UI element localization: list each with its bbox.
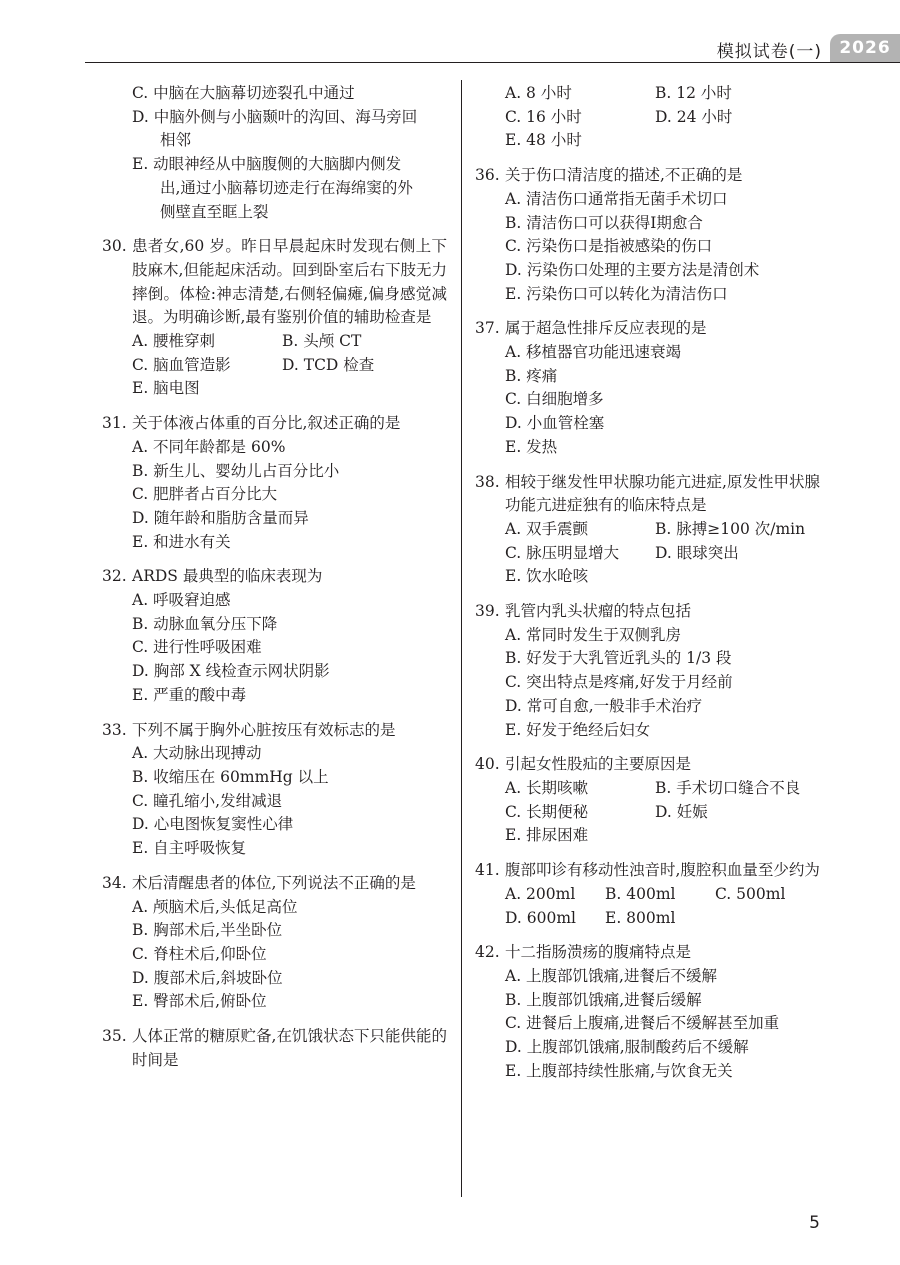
option-e: E. 排尿困难 [505,826,589,845]
option-d: D. 常可自愈,一般非手术治疗 [505,696,703,715]
option-d: D. 24 小时 [655,107,733,126]
option-e: E. 动眼神经从中脑腹侧的大脑脚内侧发 [132,155,402,174]
option-b: B. 400ml [605,884,676,903]
question-36 [475,164,820,306]
question-stem: 属于超急性排斥反应表现的是 [505,319,707,338]
question-stem: 引起女性股疝的主要原因是 [505,755,692,774]
left-column [102,82,447,1083]
option-c: C. 进行性呼吸困难 [132,638,262,657]
option-d: D. 污染伤口处理的主要方法是清创术 [505,260,760,279]
year-badge: 2026 [830,34,900,63]
question-number: 32. [102,567,127,586]
option-d-continued: 相邻 [160,131,192,150]
option-b: B. 清洁伤口可以获得Ⅰ期愈合 [505,213,703,232]
question-number: 38. [475,472,500,491]
option-c: C. 脊柱术后,仰卧位 [132,944,267,963]
question-41 [475,859,820,930]
question-39 [475,600,820,742]
option-e: E. 发热 [505,437,558,456]
option-a: A. 颅脑术后,头低足高位 [132,897,298,916]
option-d: D. 上腹部饥饿痛,服制酸药后不缓解 [505,1038,749,1057]
option-b: B. 手术切口缝合不良 [655,778,801,797]
option-b: B. 12 小时 [655,84,732,102]
question-number: 35. [102,1027,127,1046]
option-e-continued: 出,通过小脑幕切迹走行在海绵窦的外 [160,178,413,197]
option-e: E. 污染伤口可以转化为清洁伤口 [505,284,728,303]
option-b: B. 上腹部饥饿痛,进餐后缓解 [505,990,702,1009]
option-c: C. 长期便秘 [505,802,589,821]
option-c: C. 脑血管造影 [132,355,231,374]
option-e: E. 和进水有关 [132,532,231,551]
option-e: E. 自主呼吸恢复 [132,839,247,858]
option-d: D. 随年龄和脂肪含量而异 [132,508,309,527]
question-number: 30. [102,237,127,256]
question-30 [102,235,447,401]
question-37 [475,317,820,459]
option-a: A. 呼吸窘迫感 [132,591,231,610]
option-e: E. 严重的酸中毒 [132,685,247,704]
question-number: 31. [102,414,127,433]
option-c: C. 进餐后上腹痛,进餐后不缓解甚至加重 [505,1014,780,1033]
option-c: C. 脉压明显增大 [505,543,620,562]
question-number: 41. [475,861,500,880]
option-a: A. 8 小时 [505,84,572,102]
question-stem: ARDS 最典型的临床表现为 [132,567,323,586]
option-c: C. 白细胞增多 [505,390,604,409]
option-c: C. 肥胖者占百分比大 [132,485,278,504]
option-c: C. 16 小时 [505,107,582,126]
option-c: C. 瞳孔缩小,发绀减退 [132,791,283,810]
option-c: C. 500ml [715,884,786,903]
question-stem: 术后清醒患者的体位,下列说法不正确的是 [132,873,416,892]
question-number: 42. [475,943,500,962]
question-stem: 十二指肠溃疡的腹痛特点是 [505,943,692,962]
option-e: E. 饮水呛咳 [505,567,589,586]
question-number: 39. [475,602,500,621]
question-35-options [475,82,820,153]
question-34 [102,872,447,1014]
option-a: A. 移植器官功能迅速衰竭 [505,343,682,362]
option-a: A. 双手震颤 [505,519,589,538]
option-e: E. 臀部术后,俯卧位 [132,992,267,1011]
header-rule [85,62,900,63]
question-42 [475,941,820,1083]
question-stem: 患者女,60 岁。昨日早晨起床时发现右侧上下肢麻木,但能起床活动。回到卧室后右下肢无力摔倒。体检:神志清楚,右侧轻偏瘫,偏身感觉减退。为明确诊断,最有鉴别价值的辅助检查是 [132,237,447,327]
option-d: D. 心电图恢复窦性心律 [132,815,294,834]
page-number: 5 [809,1213,820,1233]
option-d: D. 中脑外侧与小脑颞叶的沟回、海马旁回 [132,107,418,126]
option-b: B. 胸部术后,半坐卧位 [132,921,283,940]
option-d: D. 眼球突出 [655,543,739,562]
option-a: A. 不同年龄都是 60% [132,437,286,456]
option-e: E. 800ml [605,908,676,927]
question-stem: 下列不属于胸外心脏按压有效标志的是 [132,720,396,739]
option-d: D. 妊娠 [655,802,708,821]
exam-title: 模拟试卷(一) [716,42,822,62]
option-d: D. 腹部术后,斜坡卧位 [132,968,283,987]
option-d: D. 600ml [505,908,576,927]
question-31 [102,412,447,554]
option-b: B. 脉搏≥100 次/min [655,519,806,538]
option-d: D. TCD 检查 [282,355,375,374]
question-stem: 关于伤口清洁度的描述,不正确的是 [505,166,743,185]
option-b: B. 动脉血氧分压下降 [132,614,278,633]
option-c: C. 污染伤口是指被感染的伤口 [505,237,713,256]
option-b: B. 新生儿、婴幼儿占百分比小 [132,461,340,480]
question-number: 34. [102,873,127,892]
right-column [475,82,820,1094]
question-stem: 乳管内乳头状瘤的特点包括 [505,602,692,621]
option-a: A. 常同时发生于双侧乳房 [505,625,682,644]
option-d: D. 小血管栓塞 [505,414,605,433]
option-e: E. 好发于绝经后妇女 [505,720,651,739]
option-a: A. 200ml [505,884,576,903]
option-e: E. 脑电图 [132,379,200,398]
question-33 [102,719,447,861]
question-32 [102,565,447,707]
option-d: D. 胸部 X 线检查示网状阴影 [132,662,330,681]
option-c: C. 突出特点是疼痛,好发于月经前 [505,673,733,692]
option-b: B. 疼痛 [505,366,558,385]
question-40 [475,753,820,848]
option-a: A. 腰椎穿刺 [132,332,216,351]
option-a: A. 清洁伤口通常指无菌手术切口 [505,189,728,208]
column-divider [461,80,462,1197]
option-b: B. 好发于大乳管近乳头的 1/3 段 [505,649,732,668]
option-a: A. 长期咳嗽 [505,778,589,797]
question-stem: 腹部叩诊有移动性浊音时,腹腔积血量至少约为 [505,861,820,880]
option-a: A. 上腹部饥饿痛,进餐后不缓解 [505,966,717,985]
question-number: 40. [475,755,500,774]
option-e: E. 48 小时 [505,131,582,150]
question-stem: 关于体液占体重的百分比,叙述正确的是 [132,414,401,433]
option-c: C. 中脑在大脑幕切迹裂孔中通过 [132,84,355,102]
option-b: B. 收缩压在 60mmHg 以上 [132,767,329,786]
option-e-continued: 侧壁直至眶上裂 [160,202,269,221]
option-e: E. 上腹部持续性胀痛,与饮食无关 [505,1061,733,1080]
option-a: A. 大动脉出现搏动 [132,744,262,763]
question-number: 37. [475,319,500,338]
question-stem: 人体正常的糖原贮备,在饥饿状态下只能供能的时间是 [132,1027,447,1069]
question-35 [102,1025,447,1072]
question-38 [475,471,820,590]
question-stem: 相较于继发性甲状腺功能亢进症,原发性甲状腺功能亢进症独有的临床特点是 [505,472,820,515]
option-b: B. 头颅 CT [282,332,362,351]
question-29-continuation [102,82,447,224]
question-number: 36. [475,166,500,185]
question-number: 33. [102,720,127,739]
